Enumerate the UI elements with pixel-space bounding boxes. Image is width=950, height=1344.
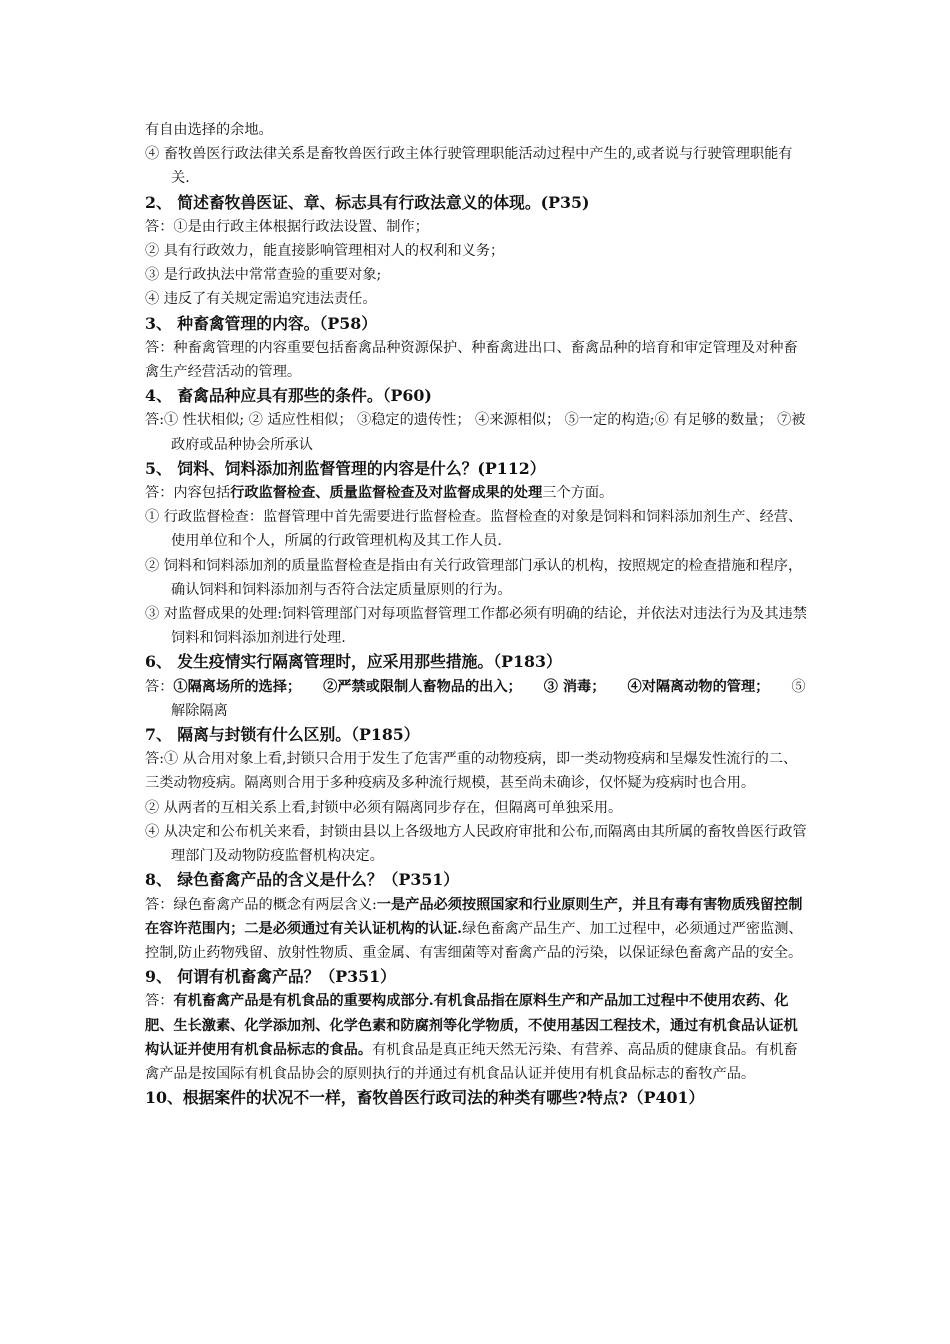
- answer-6: [145, 675, 808, 723]
- answer-7-item-3: ④ 从决定和公布机关来看，封锁由县以上各级地方人民政府审批和公布,而隔离由其所属的畜牧兽医行政管理部门及动物防疫监督机构决定。: [145, 823, 807, 865]
- answer-9-prefix: 答：: [145, 993, 174, 1010]
- question-5-heading: 5、 饲料、饲料添加剂监督管理的内容是什么？(P112）: [145, 458, 546, 478]
- answer-8: [145, 893, 808, 966]
- question-9-heading: 9、 何谓有机畜禽产品？（P351）: [145, 967, 396, 987]
- answer-5-item-2: ② 饲料和饲料添加剂的质量监督检查是指由有关行政管理部门承认的机构，按照规定的检查措施和程序，确认饲料和饲料添加剂与否符合法定质量原则的行为。: [145, 557, 803, 598]
- answer-5-prefix: 答：内容包括: [145, 485, 231, 502]
- answer-6-measure-1: ①隔离场所的选择；: [173, 678, 302, 695]
- answer-2-item-4: ④ 违反了有关规定需追究违法责任。: [145, 291, 377, 308]
- answer-5-intro: [145, 481, 808, 505]
- question-6-heading: 6、 发生疫情实行隔离管理时，应采用那些措施。（P183）: [145, 652, 562, 672]
- question-2-heading: 2、 简述畜牧兽医证、章、标志具有行政法意义的体现。(P35): [145, 192, 590, 212]
- answer-8-suffix: 绿色畜禽产品生产、加工过程中，必须通过严密监测、控制,防止药物残留、放射性物质、重金属、有害细菌等对畜禽产品的污染，以保证绿色畜禽产品的安全。: [145, 920, 803, 961]
- answer-9: [145, 989, 808, 1086]
- answer-2-item-1: 答：①是由行政主体根据行政法设置、制作；: [145, 218, 429, 235]
- answer-5-item-3: ③ 对监督成果的处理:饲料管理部门对每项监督管理工作都必须有明确的结论，并依法对违法行为及其违禁饲料和饲料添加剂进行处理.: [145, 606, 807, 647]
- answer-5-item-1: ① 行政监督检查：监督管理中首先需要进行监督检查。监督检查的对象是饲料和饲料添加剂生产、经营、使用单位和个人，所属的行政管理机构及其工作人员.: [145, 509, 803, 550]
- question-8-heading: 8、 绿色畜禽产品的含义是什么？（P351）: [145, 870, 460, 890]
- question-4-heading: 4、 畜禽品种应具有那些的条件。（P60): [145, 386, 432, 406]
- answer-6-measure-5: ⑤ 解除隔离: [171, 678, 806, 719]
- answer-6-prefix: 答：: [145, 678, 174, 695]
- answer-5-suffix: 三个方面。: [542, 485, 614, 502]
- answer-5-bold: 行政监督检查、质量监督检查及对监督成果的处理: [230, 485, 543, 502]
- answer-2-item-3: ③ 是行政执法中常常查验的重要对象;: [145, 267, 382, 284]
- answer-8-prefix: 答：绿色畜禽产品的概念有两层含义:: [145, 896, 377, 913]
- question-10-heading: 10、根据案件的状况不一样，畜牧兽医行政司法的种类有哪些?特点?（P401）: [145, 1088, 705, 1108]
- question-3-heading: 3、 种畜禽管理的内容。（P58）: [145, 313, 378, 333]
- answer-7-item-2: ② 从两者的互相关系上看,封锁中必须有隔离同步存在，但隔离可单独采用。: [145, 799, 623, 816]
- answer-2-item-2: ② 具有行政效力，能直接影响管理相对人的权利和义务；: [145, 243, 505, 260]
- answer-7-item-1: 答:① 从合用对象上看,封锁只合用于发生了危害严重的动物疫病，即一类动物疫病和呈爆发性流行的二、三类动物疫病。隔离则合用于多种疫病及多种流行规模，甚至尚未确诊，仅怀疑为疫病时也合用。: [145, 751, 798, 792]
- paragraph-item-4: ④ 畜牧兽医行政法律关系是畜牧兽医行政主体行驶管理职能活动过程中产生的,或者说与行驶管理职能有关.: [145, 146, 793, 187]
- answer-4: 答:① 性状相似; ② 适应性相似； ③稳定的遗传性； ④来源相似； ⑤一定的构造;⑥ 有足够的数量； ⑦被政府或品种协会所承认: [145, 412, 806, 453]
- answer-8-bold: 一是产品必须按照国家和行业原则生产，并且有毒有害物质残留控制在容许范围内；二是必须通过有关认证机构的认证.: [145, 896, 803, 937]
- answer-6-measure-2: ②严禁或限制人畜物品的出入；: [323, 678, 522, 695]
- answer-9-bold: 有机畜禽产品是有机食品的重要构成部分.有机食品指在原料生产和产品加工过程中不使用农药、化肥、生长激素、化学添加剂、化学色素和防腐剂等化学物质，不使用基因工程技术，通过有机食品认证机构认证并使用有机食品标志的食品。: [145, 993, 798, 1058]
- answer-6-measure-3: ③ 消毒；: [543, 678, 606, 695]
- answer-9-suffix: 有机食品是真正纯天然无污染、有营养、高品质的健康食品。有机畜禽产品是按国际有机食品协会的原则执行的并通过有机食品认证并使用有机食品标志的畜牧产品。: [145, 1041, 798, 1082]
- answer-3: 答：种畜禽管理的内容重要包括畜禽品种资源保护、种畜禽进出口、畜禽品种的培育和审定管理及对种畜禽生产经营活动的管理。: [145, 339, 798, 381]
- question-7-heading: 7、 隔离与封锁有什么区别。（P185）: [145, 725, 420, 745]
- paragraph-continuation: 有自由选择的余地。: [145, 122, 273, 138]
- answer-6-measure-4: ④对隔离动物的管理；: [627, 678, 770, 695]
